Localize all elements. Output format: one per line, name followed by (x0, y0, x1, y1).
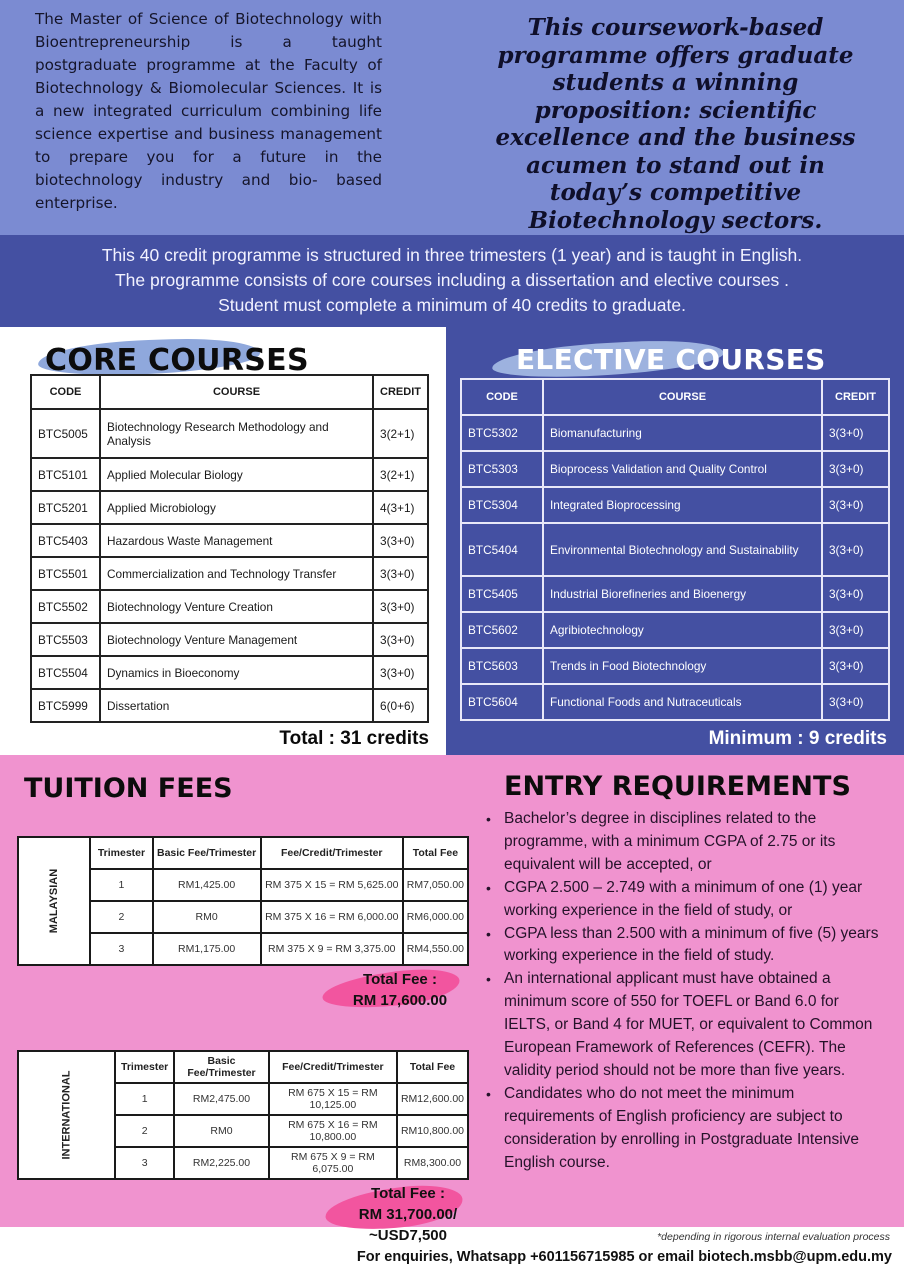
list-item: • Bachelor’s degree in disciplines related to the programme, with a minimum CGPA of 2.75 or its equivalent will be accepted, or (486, 808, 886, 877)
course-name: Applied Microbiology (100, 491, 373, 524)
course-code: BTC5503 (31, 623, 100, 656)
course-name: Applied Molecular Biology (100, 458, 373, 491)
elective-courses-table (460, 378, 890, 721)
fee-per-credit: RM 675 X 16 = RM 10,800.00 (269, 1115, 397, 1147)
table-row (31, 458, 428, 491)
fee-per-credit: RM 375 X 9 = RM 3,375.00 (261, 933, 403, 965)
table-row (461, 612, 889, 648)
contact-info: For enquiries, Whatsapp +601156715985 or email biotech.msbb@upm.edu.my (356, 1249, 892, 1265)
course-name: Trends in Food Biotechnology (543, 648, 822, 684)
programme-tagline: This coursework-based programme offers graduate students a winning proposition: scientific excellence and the business acumen to stand out in today’s competitive Biotechnology sectors. (495, 14, 856, 234)
list-item: • Candidates who do not meet the minimum requirements of English proficiency are subject to consideration by enrolling in Postgraduate Intensive English course. (486, 1083, 886, 1175)
course-name: Functional Foods and Nutraceuticals (543, 684, 822, 720)
col-basic-fee: Basic Fee/Trimester (174, 1051, 269, 1083)
course-credit: 3(3+0) (822, 576, 889, 612)
international-label-cell (18, 1051, 115, 1179)
elective-minimum-credits: Minimum : 9 credits (708, 728, 887, 749)
trimester: 3 (90, 933, 152, 965)
course-credit: 3(3+0) (373, 524, 428, 557)
course-code: BTC5602 (461, 612, 543, 648)
course-name: Integrated Bioprocessing (543, 487, 822, 523)
course-credit: 3(3+0) (373, 656, 428, 689)
col-credit: CREDIT (822, 379, 889, 415)
course-code: BTC5201 (31, 491, 100, 524)
course-credit: 3(3+0) (373, 623, 428, 656)
total-fee: RM12,600.00 (397, 1083, 468, 1115)
total-fee-value: RM 31,700.00/ (358, 1206, 458, 1223)
course-credit: 3(3+0) (822, 451, 889, 487)
course-code: BTC5403 (31, 524, 100, 557)
core-courses-table (30, 374, 429, 723)
table-header-row (31, 375, 428, 409)
course-credit: 3(3+0) (373, 590, 428, 623)
list-item: • CGPA less than 2.500 with a minimum of five (5) years working experience in the field of study. (486, 923, 886, 969)
course-code: BTC5603 (461, 648, 543, 684)
table-row (461, 415, 889, 451)
col-trimester: Trimester (90, 837, 152, 869)
course-credit: 6(0+6) (373, 689, 428, 722)
trimester: 1 (90, 869, 152, 901)
total-fee-label: Total Fee : (363, 971, 437, 988)
elective-courses-title: ELECTIVE COURSES (516, 343, 826, 376)
fee-per-credit: RM 375 X 16 = RM 6,000.00 (261, 901, 403, 933)
course-name: Biotechnology Venture Management (100, 623, 373, 656)
course-name: Biotechnology Research Methodology and Analysis (100, 409, 373, 458)
table-row (461, 487, 889, 523)
core-total-credits: Total : 31 credits (279, 728, 429, 749)
course-name: Agribiotechnology (543, 612, 822, 648)
basic-fee: RM2,225.00 (174, 1147, 269, 1179)
course-code: BTC5501 (31, 557, 100, 590)
table-row (461, 523, 889, 576)
col-trimester: Trimester (115, 1051, 174, 1083)
international-total-fee (348, 1183, 468, 1246)
col-code: CODE (461, 379, 543, 415)
structure-line: This 40 credit programme is structured in three trimesters (1 year) and is taught in English. (101, 245, 803, 265)
core-courses-title: CORE COURSES (45, 343, 309, 378)
course-name: Industrial Biorefineries and Bioenergy (543, 576, 822, 612)
col-basic-fee: Basic Fee/Trimester (153, 837, 261, 869)
table-row (461, 576, 889, 612)
list-item: • CGPA 2.500 – 2.749 with a minimum of one (1) year working experience in the field of study, or (486, 877, 886, 923)
trimester: 2 (115, 1115, 174, 1147)
col-course: COURSE (100, 375, 373, 409)
basic-fee: RM1,175.00 (153, 933, 261, 965)
col-course: COURSE (543, 379, 822, 415)
basic-fee: RM1,425.00 (153, 869, 261, 901)
table-header-row (18, 837, 468, 869)
total-fee: RM4,550.00 (403, 933, 468, 965)
course-credit: 3(3+0) (373, 557, 428, 590)
programme-intro: The Master of Science of Biotechnology with Bioentrepreneurship is a taught postgraduate programme at the Faculty of Biotechnology & Biomolecular Sciences. It is a new integrated curriculum combining life science expertise and business management to prepare you for a future in the biotechnology industry and bio- based enterprise. (35, 10, 382, 212)
table-row (461, 648, 889, 684)
tuition-fees-title: TUITION FEES (24, 773, 233, 804)
international-label: INTERNATIONAL (60, 1070, 73, 1160)
table-row (31, 524, 428, 557)
trimester: 2 (90, 901, 152, 933)
total-fee: RM6,000.00 (403, 901, 468, 933)
course-name: Bioprocess Validation and Quality Control (543, 451, 822, 487)
course-code: BTC5999 (31, 689, 100, 722)
course-credit: 3(3+0) (822, 523, 889, 576)
total-fee: RM8,300.00 (397, 1147, 468, 1179)
col-fee-per-credit: Fee/Credit/Trimester (269, 1051, 397, 1083)
course-code: BTC5304 (461, 487, 543, 523)
course-name: Commercialization and Technology Transfer (100, 557, 373, 590)
course-name: Hazardous Waste Management (100, 524, 373, 557)
malaysian-fees-table (17, 836, 469, 966)
col-code: CODE (31, 375, 100, 409)
trimester: 3 (115, 1147, 174, 1179)
malaysian-label: MALAYSIAN (48, 868, 61, 934)
course-name: Environmental Biotechnology and Sustainability (543, 523, 822, 576)
table-row (31, 409, 428, 458)
course-credit: 3(3+0) (822, 684, 889, 720)
malaysian-total-fee (340, 969, 460, 1011)
basic-fee: RM0 (174, 1115, 269, 1147)
list-item: • An international applicant must have obtained a minimum score of 550 for TOEFL or Band 6.0 for IELTS, or Band 4 for MUET, or equivalent to Common European Framework of References (CEFR). The validity period should not be more than five years. (486, 968, 886, 1083)
total-fee: RM7,050.00 (403, 869, 468, 901)
table-header-row (461, 379, 889, 415)
course-credit: 4(3+1) (373, 491, 428, 524)
course-code: BTC5404 (461, 523, 543, 576)
col-credit: CREDIT (373, 375, 428, 409)
course-credit: 3(3+0) (822, 612, 889, 648)
total-fee-usd: ~USD7,500 (369, 1227, 447, 1244)
course-code: BTC5005 (31, 409, 100, 458)
course-code: BTC5405 (461, 576, 543, 612)
hero-section (0, 0, 904, 235)
evaluation-footnote: *depending in rigorous internal evaluation process (657, 1231, 890, 1243)
table-row (31, 656, 428, 689)
basic-fee: RM2,475.00 (174, 1083, 269, 1115)
entry-requirements-title: ENTRY REQUIREMENTS (504, 771, 851, 802)
table-row (461, 451, 889, 487)
fee-per-credit: RM 675 X 9 = RM 6,075.00 (269, 1147, 397, 1179)
fee-per-credit: RM 375 X 15 = RM 5,625.00 (261, 869, 403, 901)
structure-line: Student must complete a minimum of 40 credits to graduate. (218, 295, 686, 315)
table-row (31, 689, 428, 722)
total-fee-value: RM 17,600.00 (352, 992, 448, 1009)
course-credit: 3(3+0) (822, 487, 889, 523)
trimester: 1 (115, 1083, 174, 1115)
course-name: Biomanufacturing (543, 415, 822, 451)
course-code: BTC5101 (31, 458, 100, 491)
course-credit: 3(3+0) (822, 648, 889, 684)
table-row (31, 623, 428, 656)
col-total-fee: Total Fee (397, 1051, 468, 1083)
table-row (31, 491, 428, 524)
table-row (31, 557, 428, 590)
table-row (31, 590, 428, 623)
course-code: BTC5303 (461, 451, 543, 487)
programme-structure-band (0, 235, 904, 327)
course-name: Dynamics in Bioeconomy (100, 656, 373, 689)
course-name: Biotechnology Venture Creation (100, 590, 373, 623)
entry-requirements-list (486, 808, 886, 1175)
fee-per-credit: RM 675 X 15 = RM 10,125.00 (269, 1083, 397, 1115)
course-name: Dissertation (100, 689, 373, 722)
international-fees-table (17, 1050, 469, 1180)
course-code: BTC5502 (31, 590, 100, 623)
table-header-row (18, 1051, 468, 1083)
course-credit: 3(2+1) (373, 409, 428, 458)
course-code: BTC5604 (461, 684, 543, 720)
structure-line: The programme consists of core courses including a dissertation and elective courses . (114, 270, 790, 290)
col-fee-per-credit: Fee/Credit/Trimester (261, 837, 403, 869)
total-fee-label: Total Fee : (371, 1185, 445, 1202)
table-row (461, 684, 889, 720)
course-credit: 3(3+0) (822, 415, 889, 451)
col-total-fee: Total Fee (403, 837, 468, 869)
course-credit: 3(2+1) (373, 458, 428, 491)
malaysian-label-cell (18, 837, 90, 965)
total-fee: RM10,800.00 (397, 1115, 468, 1147)
basic-fee: RM0 (153, 901, 261, 933)
course-code: BTC5302 (461, 415, 543, 451)
course-code: BTC5504 (31, 656, 100, 689)
